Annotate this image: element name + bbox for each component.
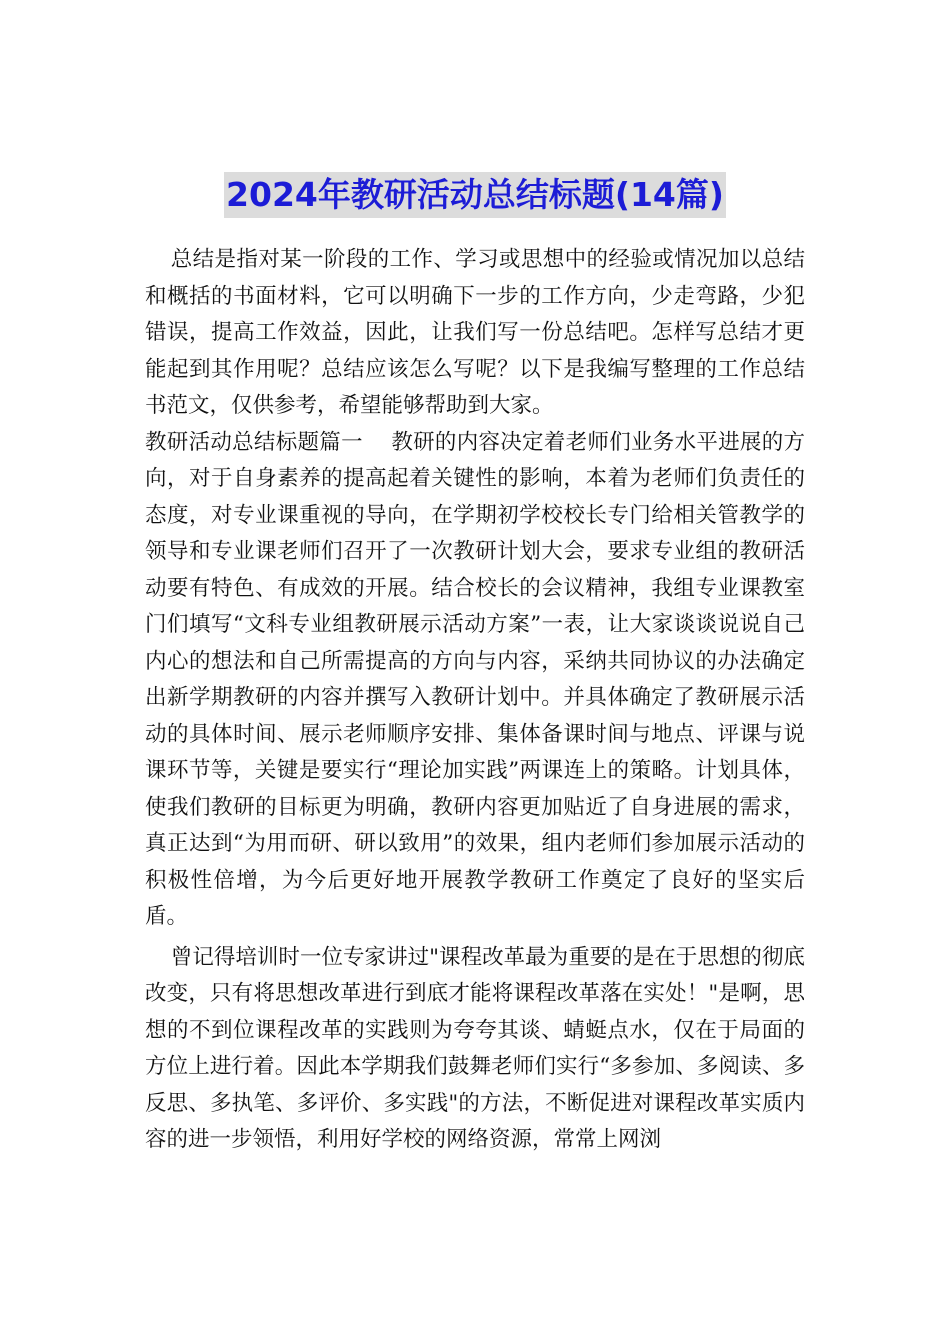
reform-paragraph: 曾记得培训时一位专家讲过"课程改革最为重要的是在于思想的彻底改变，只有将思想改革进行到底才能将课程改革落在实处！"是啊，思想的不到位课程改革的实践则为夸夸其谈、蜻蜓点水，仅在于局面的方位上进行着。因此本学期我们鼓舞老师们实行“多参加、多阅读、多反思、多执笔、多评价、多实践"的方法，不断促进对课程改革实质内容的进一步领悟，利用好学校的网络资源，常常上网浏: [145, 944, 805, 1152]
document-body: [145, 242, 805, 1159]
document-title: 2024年教研活动总结标题(14篇): [224, 172, 726, 218]
title-container: [0, 172, 950, 218]
section-one-paragraph: 教研活动总结标题篇一 教研的内容决定着老师们业务水平进展的方向，对于自身素养的提高起着关键性的影响，本着为老师们负责任的态度，对专业课重视的导向，在学期初学校校长专门给相关管教学的领导和专业课老师们召开了一次教研计划大会，要求专业组的教研活动要有特色、有成效的开展。结合校长的会议精神，我组专业课教室门们填写“文科专业组教研展示活动方案”一表，让大家谈谈说说自己内心的想法和自己所需提高的方向与内容，采纳共同协议的办法确定出新学期教研的内容并撰写入教研计划中。并具体确定了教研展示活动的具体时间、展示老师顺序安排、集体备课时间与地点、评课与说课环节等，关键是要实行“理论加实践”两课连上的策略。计划具体，使我们教研的目标更为明确，教研内容更加贴近了自身进展的需求，真正达到“为用而研、研以致用”的效果，组内老师们参加展示活动的积极性倍增，为今后更好地开展教学教研工作奠定了良好的坚实后盾。: [145, 429, 805, 929]
intro-paragraph: 总结是指对某一阶段的工作、学习或思想中的经验或情况加以总结和概括的书面材料，它可以明确下一步的工作方向，少走弯路，少犯错误，提高工作效益，因此，让我们写一份总结吧。怎样写总结才更能起到其作用呢？总结应该怎么写呢？以下是我编写整理的工作总结书范文，仅供参考，希望能够帮助到大家。: [145, 247, 805, 418]
